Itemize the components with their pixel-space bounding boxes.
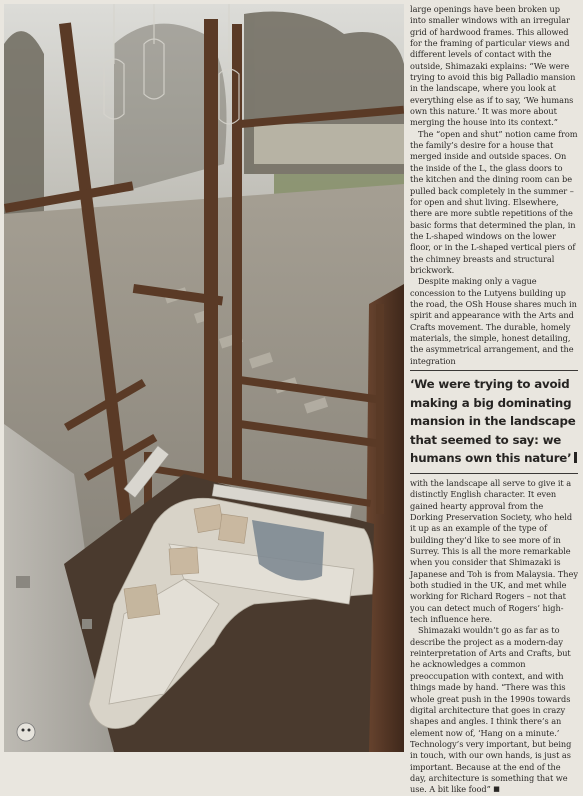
paragraph-5-text: Shimazaki wouldn’t go as far as to describe the project as a modern-day reinterpretation of Arts and Crafts, but he acknowledges a common preoccupation with context, and with things made by hand. “There was this whole great push in the 1990s towards digital architecture that goes in crazy shapes and angles. I think there’s an element now of, ‘Hang on a minute.’ Technology’s very important, but being in touch, with our own hands, is just as important. Because at the end of the day, architecture is something that we use. A bit like food” xyxy=(410,625,572,795)
end-mark: ■ xyxy=(493,785,500,794)
pull-quote-text: ‘We were trying to avoid making a big dominating mansion in the landscape that seemed to say: we humans own this nature’ xyxy=(410,377,576,466)
paragraph-2: The “open and shut” notion came from the family’s desire for a house that merged inside and outside spaces. On the inside of the L, the glass doors to the kitchen and the dining room can be pulled back completely in the summer – for open and shut living. Elsewhere, there are more subtle repetitions of the basic forms that determined the plan, in the L-shaped windows on the lower floor, or in the L-shaped vertical piers of the chimney breasts and structural brickwork. xyxy=(410,128,578,275)
paragraph-1: large openings have been broken up into smaller windows with an irregular grid of hardwood frames. This allowed for the framing of particular views and different levels of contact with the outside, Shimazaki explains: “We were trying to avoid this big Palladio mansion in the landscape, where you look at everything else as if to say, ‘We humans own this nature.’ It was more about merging the house into its context.” xyxy=(410,4,576,128)
pull-quote-marker xyxy=(574,452,577,463)
paragraph-4: with the landscape all serve to give it a distinctly English character. It even gained hearty approval from the Dorking Preservation Society, who held it up as an example of the type of building they’d like to see more of in Surrey. This is all the more remarkable when you consider that Shimazaki is Japanese and Toh is from Malaysia. They both studied in the UK, and met while working for Richard Rogers – not that you can detect much of Rogers’ high-tech influence here. xyxy=(410,477,578,625)
pull-quote xyxy=(410,370,578,474)
paragraph-3: Despite making only a vague concession to the Lutyens building up the road, the OSh House shares much in spirit and appearance with the Arts and Crafts movement. The durable, homely materials, the simple, honest detailing, the asymmetrical arrangement, and the integration xyxy=(410,276,577,366)
article-text-column xyxy=(410,4,578,795)
paragraph-5 xyxy=(410,625,578,795)
photo-illustration xyxy=(4,4,404,752)
interior-photograph xyxy=(4,4,404,752)
